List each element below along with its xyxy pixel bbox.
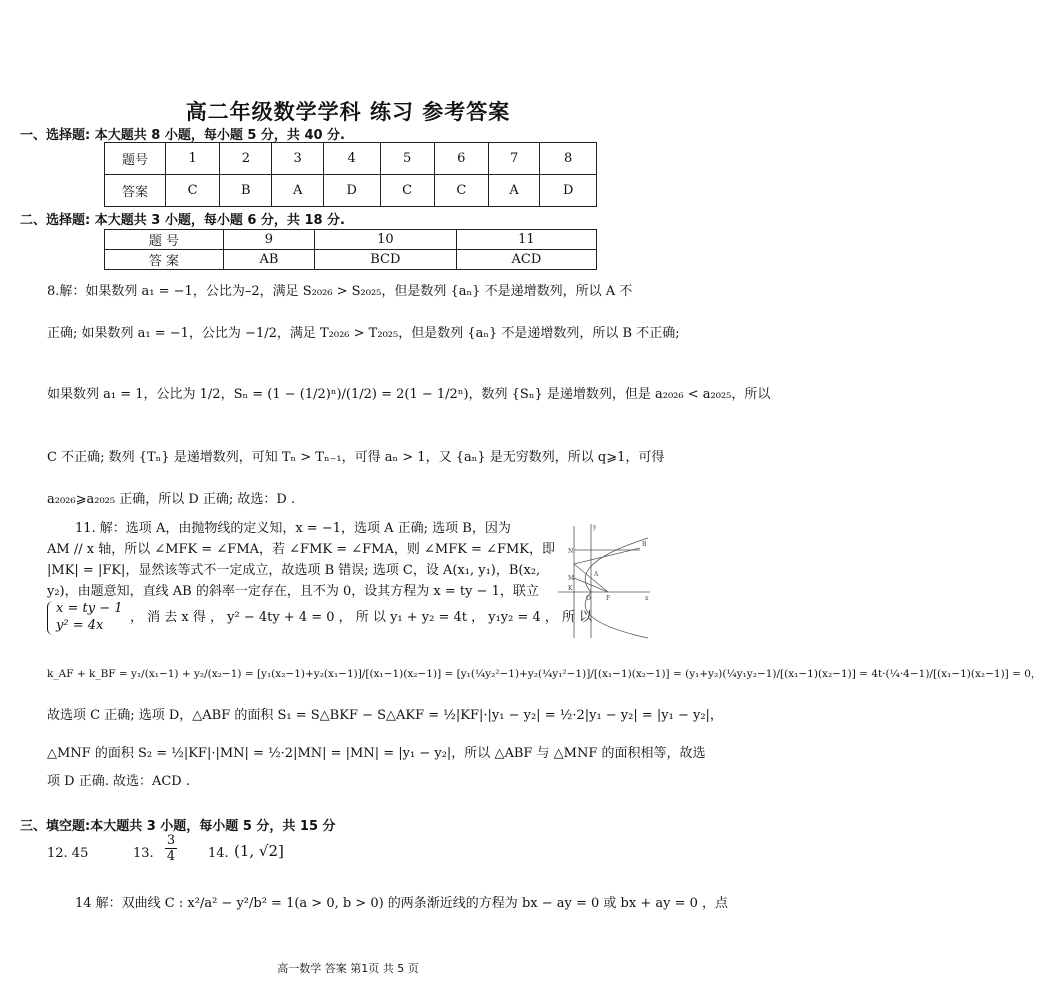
table1-answer: B	[220, 175, 272, 207]
table2-num: 10	[314, 230, 456, 250]
table1-label: 答案	[105, 175, 166, 207]
table1-num: 5	[380, 143, 434, 175]
table1-num: 1	[166, 143, 220, 175]
q11-line-3: |MK| = |FK|，显然该等式不一定成立，故选项 B 错误; 选项 C，设 A(x₁, y₁)，B(x₂,	[47, 563, 541, 578]
fig-label-a: A	[594, 571, 599, 578]
table1-num: 8	[540, 143, 597, 175]
q11-line-8: △MNF 的面积 S₂ = ½|KF|·|MN| = ½·2|MN| = |MN| = |y₁ − y₂|，所以 △ABF 与 △MNF 的面积相等，故选	[47, 746, 706, 761]
table1-answer: A	[488, 175, 539, 207]
q8-line-4: C 不正确; 数列 {Tₙ} 是递增数列，可知 Tₙ > Tₙ₋₁，可得 aₙ > 1，又 {aₙ} 是无穷数列，所以 q⩾1，可得	[47, 450, 665, 465]
fig-label-f: F	[606, 595, 611, 602]
table2-answer: BCD	[314, 250, 456, 270]
q11-line-1: 11. 解：选项 A，由抛物线的定义知，x = −1，选项 A 正确; 选项 B，因为	[75, 521, 511, 536]
system-eq-2: y² = 4x	[56, 618, 104, 633]
table1-answer: D	[540, 175, 597, 207]
fig-label-n: N	[568, 548, 574, 555]
table1-num: 2	[220, 143, 272, 175]
table1-answer: C	[434, 175, 488, 207]
q11-line-9: 项 D 正确. 故选：ACD .	[47, 774, 190, 789]
section-3-heading: 三、填空题:本大题共 3 小题，每小题 5 分，共 15 分	[20, 819, 336, 834]
table2-answer: AB	[224, 250, 315, 270]
q11-line-6: k_AF + k_BF = y₁/(x₁−1) + y₂/(x₂−1) = [y₁(x₂−1)+y₂(x₁−1)]/[(x₁−1)(x₂−1)] = [y₁(¼y₂²−1)+y₂(¼y₁²−1)]/[(x₁−1)(x₂−1)] = (y₁+y₂)(¼y₁y₂−1)/[(x₁−1)(x₂−1)] = 4t·(¼·4−1)/[(x₁−1)(x₂−1)] = 0，	[47, 668, 1041, 680]
fig-label-x: x	[645, 595, 649, 602]
fig-label-b: B	[642, 541, 647, 548]
q11-line-2: AM // x 轴，所以 ∠MFK = ∠FMA，若 ∠FMK = ∠FMA，则 ∠MFK = ∠FMK，即	[47, 542, 556, 557]
q11-line-7: 故选项 C 正确; 选项 D，△ABF 的面积 S₁ = S△BKF − S△AKF = ½|KF|·|y₁ − y₂| = ½·2|y₁ − y₂| = |y₁ − y₂|，	[47, 708, 723, 723]
answer-14: (1, √2]	[234, 842, 284, 860]
table2-answer: ACD	[456, 250, 596, 270]
table2-header: 题 号	[105, 230, 224, 250]
table2-num: 11	[456, 230, 596, 250]
answer-13-fraction	[165, 833, 177, 864]
table1-answer: C	[380, 175, 434, 207]
table2-label: 答 案	[105, 250, 224, 270]
table1-answer: C	[166, 175, 220, 207]
fig-label-k: K	[568, 585, 573, 592]
table1-num: 3	[272, 143, 323, 175]
fig-label-y: y	[593, 524, 597, 531]
table1-header: 题号	[105, 143, 166, 175]
q11-line-5: ， 消 去 x 得 ， y² − 4ty + 4 = 0 ， 所 以 y₁ + y₂ = 4t ， y₁y₂ = 4 ， 所 以	[130, 610, 593, 625]
table1-num: 4	[323, 143, 380, 175]
fig-label-o: O	[586, 595, 591, 602]
answer-13-numerator: 3	[166, 833, 176, 848]
answer-table-2	[104, 229, 597, 270]
answer-table-1	[104, 142, 597, 207]
page-footer: 高一数学 答案 第1页 共 5 页	[277, 962, 419, 975]
section-1-heading: 一、选择题: 本大题共 8 小题，每小题 5 分，共 40 分.	[20, 128, 346, 143]
parabola-curve	[585, 538, 648, 638]
q11-line-4: y₂)，由题意知，直线 AB 的斜率一定存在，且不为 0，设其方程为 x = ty − 1，联立	[47, 584, 539, 599]
q8-line-5: a₂₀₂₆⩾a₂₀₂₅ 正确，所以 D 正确; 故选：D .	[47, 492, 296, 507]
page-title: 高二年级数学学科 练习 参考答案	[185, 100, 511, 124]
parabola-figure	[556, 520, 652, 640]
q8-line-2: 正确; 如果数列 a₁ = −1，公比为 −1/2，满足 T₂₀₂₆ > T₂₀₂₅，但是数列 {aₙ} 不是递增数列，所以 B 不正确;	[47, 326, 680, 341]
q8-line-1: 8.解：如果数列 a₁ = −1，公比为–2，满足 S₂₀₂₆ > S₂₀₂₅，但是数列 {aₙ} 不是递增数列，所以 A 不	[47, 284, 633, 299]
answer-12: 12. 45	[47, 846, 89, 861]
line-ab	[574, 548, 640, 564]
system-eq-1: x = ty − 1	[56, 601, 123, 616]
q14-line-1: 14 解：双曲线 C : x²/a² − y²/b² = 1(a > 0, b > 0) 的两条渐近线的方程为 bx − ay = 0 或 bx + ay = 0 ，点	[75, 896, 729, 911]
q8-line-3: 如果数列 a₁ = 1，公比为 1/2，Sₙ = (1 − (1/2)ⁿ)/(1/2) = 2(1 − 1/2ⁿ)，数列 {Sₙ} 是递增数列，但是 a₂₀₂₆ < a₂₀₂₅，所以	[47, 387, 771, 402]
answer-13-label: 13.	[133, 846, 154, 861]
answer-13-denominator: 4	[166, 849, 176, 864]
fig-label-m: M	[568, 575, 575, 582]
section-2-heading: 二、选择题: 本大题共 3 小题，每小题 6 分，共 18 分.	[20, 213, 346, 228]
table1-num: 6	[434, 143, 488, 175]
table1-answer: D	[323, 175, 380, 207]
table2-num: 9	[224, 230, 315, 250]
table1-answer: A	[272, 175, 323, 207]
table1-num: 7	[488, 143, 539, 175]
answer-14-label: 14.	[208, 846, 229, 861]
